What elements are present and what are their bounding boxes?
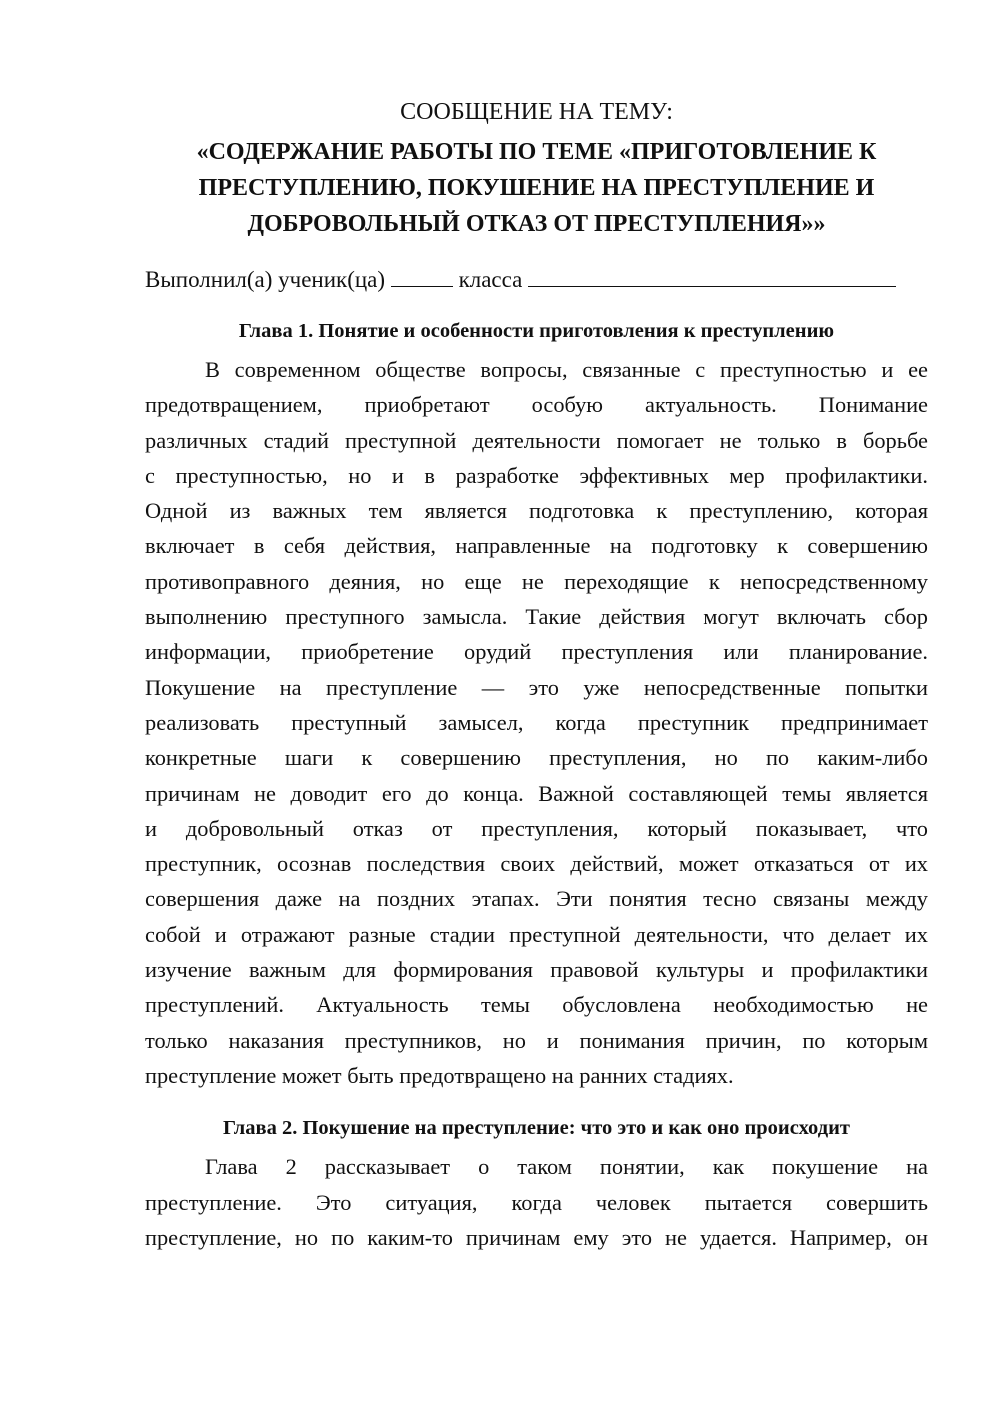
text-line: только наказания преступников, но и понимания причин, по которым	[145, 1027, 928, 1053]
text-line: различных стадий преступной деятельности помогает не только в борьбе	[145, 427, 928, 453]
text-line: выполнению преступного замысла. Такие действия могут включать сбор	[145, 604, 928, 630]
text-line: совершения даже на поздних этапах. Эти понятия тесно связаны между	[145, 886, 928, 912]
text-line: причинам не доводит его до конца. Важной составляющей темы является	[145, 780, 928, 806]
class-label: класса	[458, 267, 523, 292]
class-number-blank	[391, 264, 453, 287]
document-heading: СООБЩЕНИЕ НА ТЕМУ:	[400, 99, 673, 125]
chapter-1-title: Глава 1. Понятие и особенности приготовления к преступлению	[238, 320, 835, 342]
student-name-blank	[528, 264, 896, 287]
text-line: преступление. Это ситуация, когда человек пытается совершить	[145, 1189, 928, 1215]
chapter-1-paragraph	[145, 352, 928, 1093]
text-line: преступление может быть предотвращено на ранних стадиях.	[145, 1062, 734, 1088]
title-line: ДОБРОВОЛЬНЫЙ ОТКАЗ ОТ ПРЕСТУПЛЕНИЯ»»	[247, 211, 826, 237]
text-line: реализовать преступный замысел, когда преступник предпринимает	[145, 709, 928, 735]
text-line: с преступностью, но и в разработке эффективных мер профилактики.	[145, 462, 928, 488]
text-line: В современном обществе вопросы, связанные с преступностью и ее	[205, 357, 928, 382]
text-line: Покушение на преступление — это уже непосредственные попытки	[145, 674, 928, 700]
text-line: Одной из важных тем является подготовка к преступлению, которая	[145, 498, 928, 524]
document-content	[145, 95, 928, 1255]
text-line: информации, приобретение орудий преступления или планирование.	[145, 639, 928, 665]
author-line	[145, 264, 928, 296]
text-line: собой и отражают разные стадии преступной деятельности, что делает их	[145, 921, 928, 947]
chapter-2-paragraph	[145, 1149, 928, 1255]
text-line: противоправного деяния, но еще не переходящие к непосредственному	[145, 568, 928, 594]
text-line: и добровольный отказ от преступления, который показывает, что	[145, 815, 928, 841]
title-line: «СОДЕРЖАНИЕ РАБОТЫ ПО ТЕМЕ «ПРИГОТОВЛЕНИЕ К	[196, 139, 877, 165]
text-line: предотвращением, приобретают особую актуальность. Понимание	[145, 392, 928, 418]
text-line: преступление, но по каким-то причинам ему это не удается. Например, он	[145, 1224, 928, 1250]
title-line: ПРЕСТУПЛЕНИЮ, ПОКУШЕНИЕ НА ПРЕСТУПЛЕНИЕ И	[198, 175, 875, 201]
document-title	[145, 134, 928, 242]
text-line: Глава 2 рассказывает о таком понятии, как покушение на	[205, 1154, 928, 1180]
chapter-2-title: Глава 2. Покушение на преступление: что это и как оно происходит	[223, 1117, 850, 1140]
text-line: преступлений. Актуальность темы обусловлена необходимостью не	[145, 992, 928, 1018]
author-prefix: Выполнил(а) ученик(ца)	[145, 267, 386, 292]
text-line: включает в себя действия, направленные на подготовку к совершению	[145, 533, 928, 559]
text-line: конкретные шаги к совершению преступления, но по каким-либо	[145, 745, 928, 771]
text-line: изучение важным для формирования правовой культуры и профилактики	[145, 957, 928, 983]
text-line: преступник, осознав последствия своих действий, может отказаться от их	[145, 851, 928, 877]
